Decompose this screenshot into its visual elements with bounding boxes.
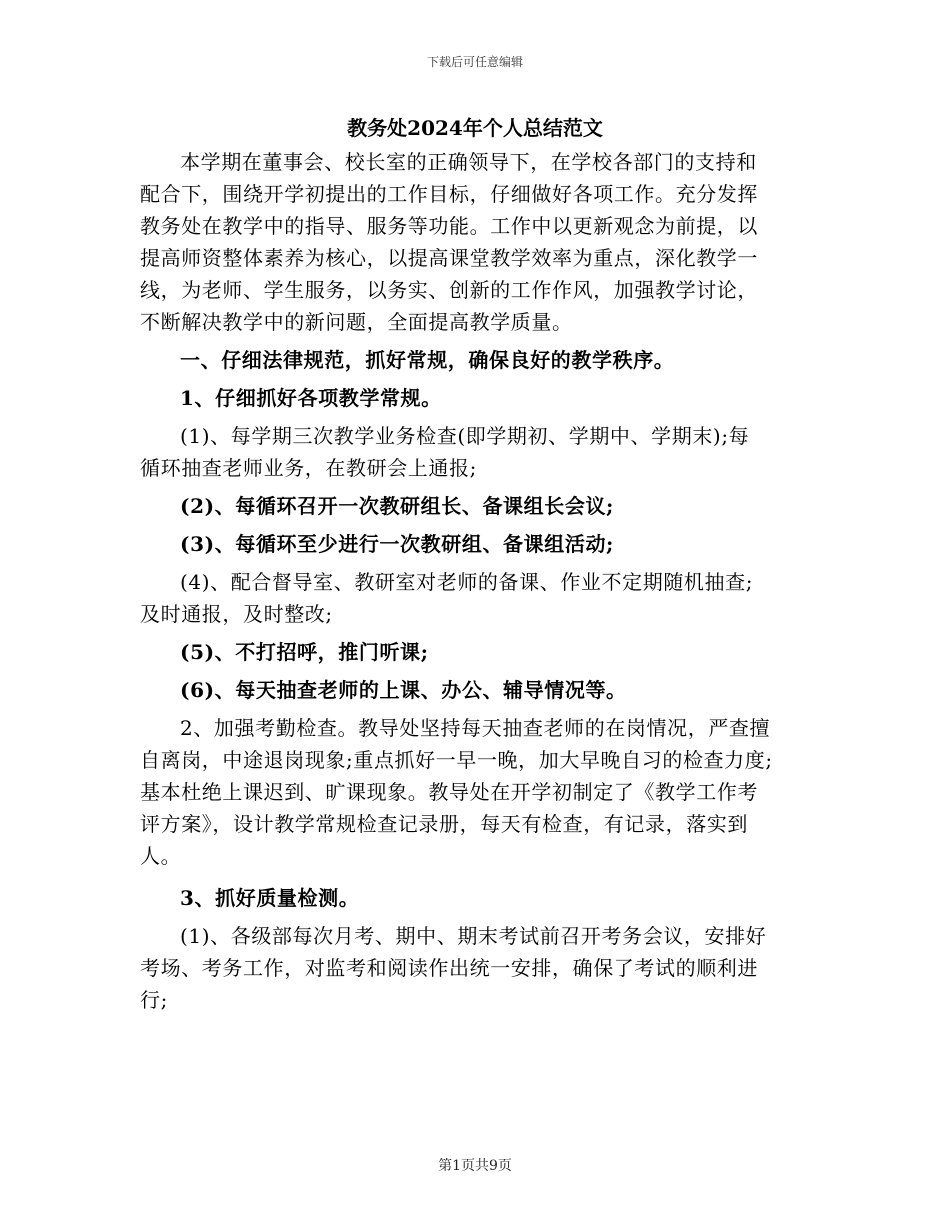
text-line: 考场、考务工作，对监考和阅读作出统一安排，确保了考试的顺利进 [140, 956, 758, 980]
list-item-6 [140, 674, 810, 706]
intro-paragraph [140, 146, 810, 338]
text-line: 循环抽查老师业务，在教研会上通报; [140, 456, 477, 480]
attendance-paragraph [140, 712, 810, 872]
text-line: (4)、配合督导室、教研室对老师的备课、作业不定期随机抽查; [180, 570, 754, 594]
text-line: 人。 [140, 844, 182, 868]
text-line: 配合下，围绕开学初提出的工作目标，仔细做好各项工作。充分发挥 [140, 182, 758, 206]
text-line: 不断解决教学中的新问题，全面提高教学质量。 [140, 310, 573, 334]
text-line: (2)、每循环召开一次教研组长、备课组长会议; [180, 494, 615, 518]
list-item-5 [140, 636, 810, 668]
text-line: 提高师资整体素养为核心，以提高课堂教学效率为重点，深化教学一 [140, 246, 758, 270]
text-line: 自离岗，中途退岗现象;重点抓好一早一晚，加大早晚自习的检查力度; [140, 748, 773, 772]
document-title: 教务处2024年个人总结范文 [347, 116, 603, 140]
subsection-heading-3 [140, 882, 810, 914]
list-item-3 [140, 528, 810, 560]
text-line: (3)、每循环至少进行一次教研组、备课组活动; [180, 532, 615, 556]
list-item-1 [140, 420, 810, 484]
page-number-footer: 第1页共9页 [438, 1158, 512, 1174]
text-line: 线，为老师、学生服务，以务实、创新的工作作风，加强教学讨论， [140, 278, 758, 302]
list-item-2 [140, 490, 810, 522]
subsection-heading-1 [140, 382, 810, 414]
section-heading-1 [140, 344, 810, 376]
text-line: 基本杜绝上课迟到、旷课现象。教导处在开学初制定了《教学工作考 [140, 780, 758, 804]
text-line: 评方案》，设计教学常规检查记录册，每天有检查，有记录，落实到 [140, 812, 748, 836]
text-line: 1、仔细抓好各项教学常规。 [180, 386, 442, 410]
text-line: 及时通报，及时整改; [140, 602, 333, 626]
exam-paragraph [140, 920, 810, 1016]
text-line: 行; [140, 988, 168, 1012]
text-line: 2、加强考勤检查。教导处坚持每天抽查老师的在岗情况，严查擅 [180, 716, 771, 740]
text-line: 教务处在教学中的指导、服务等功能。工作中以更新观念为前提，以 [140, 214, 758, 238]
text-line: 本学期在董事会、校长室的正确领导下，在学校各部门的支持和 [180, 150, 757, 174]
text-line: (5)、不打招呼，推门听课; [180, 640, 429, 664]
list-item-4 [140, 566, 810, 630]
page-header-note: 下载后可任意编辑 [426, 55, 523, 69]
text-line: 一、仔细法律规范，抓好常规，确保良好的教学秩序。 [180, 348, 675, 372]
text-line: 3、抓好质量检测。 [180, 886, 360, 910]
text-line: (1)、各级部每次月考、期中、期末考试前召开考务会议，安排好 [180, 924, 767, 948]
text-line: (1)、每学期三次教学业务检查(即学期初、学期中、学期末);每 [180, 424, 750, 448]
document-body [140, 146, 810, 1016]
text-line: (6)、每天抽查老师的上课、办公、辅导情况等。 [180, 678, 627, 702]
